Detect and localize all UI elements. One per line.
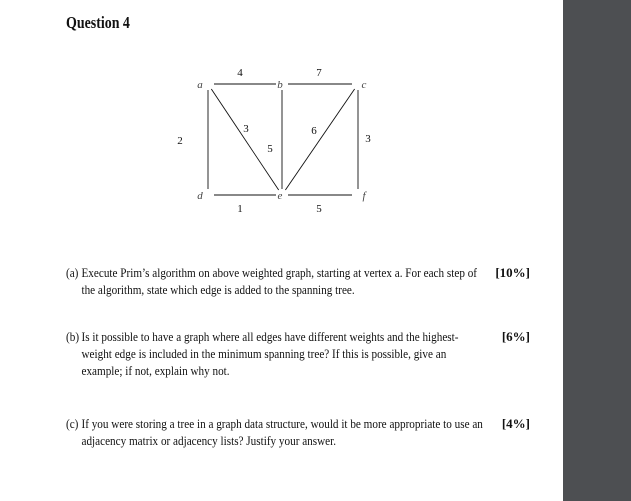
edge-weight-c-f: 3 xyxy=(365,133,371,145)
vertex-b: b xyxy=(277,79,283,91)
edge-weight-a-b: 4 xyxy=(237,67,243,79)
vertex-c: c xyxy=(361,79,367,91)
edge-weight-e-f: 5 xyxy=(316,203,322,215)
part-b-label: (b) xyxy=(66,329,80,344)
part-a-marks: [10%] xyxy=(495,265,530,280)
edge-weight-c-e: 6 xyxy=(311,125,317,137)
vertex-d: d xyxy=(197,190,203,202)
weighted-graph-figure xyxy=(168,62,388,222)
part-b xyxy=(66,328,536,379)
question-title: Question 4 xyxy=(66,13,130,32)
part-c-marks: [4%] xyxy=(501,416,530,431)
edge-weight-a-d: 2 xyxy=(177,135,183,147)
part-a-label: (a) xyxy=(66,265,79,280)
vertex-f: f xyxy=(362,190,366,202)
edge-a-e xyxy=(211,89,278,190)
edge-weight-b-c: 7 xyxy=(316,67,322,79)
edge-weight-b-e: 5 xyxy=(267,143,273,155)
part-b-text: Is it possible to have a graph where all edges have different weights and the highest-weight edge is included in the minimum spanning tree? If this is possible, give an example; if not, explain why not. xyxy=(81,329,459,378)
edge-c-e xyxy=(285,89,354,190)
part-c xyxy=(66,415,536,449)
part-c-text: If you were storing a tree in a graph data structure, would it be more appropriate to use an adjacency matrix or adjacency lists? Justify your answer. xyxy=(81,416,483,448)
vertex-e: e xyxy=(277,190,283,202)
part-a xyxy=(66,264,536,298)
edge-weight-a-e: 3 xyxy=(243,123,249,135)
viewer-side-panel xyxy=(563,0,631,501)
part-c-label: (c) xyxy=(66,416,79,431)
part-a-text: Execute Prim’s algorithm on above weighted graph, starting at vertex a. For each step of the algorithm, state which edge is added to the spanning tree. xyxy=(81,265,478,297)
edge-weight-d-e: 1 xyxy=(237,203,243,215)
vertex-a: a xyxy=(197,79,203,91)
part-b-marks: [6%] xyxy=(501,329,530,344)
